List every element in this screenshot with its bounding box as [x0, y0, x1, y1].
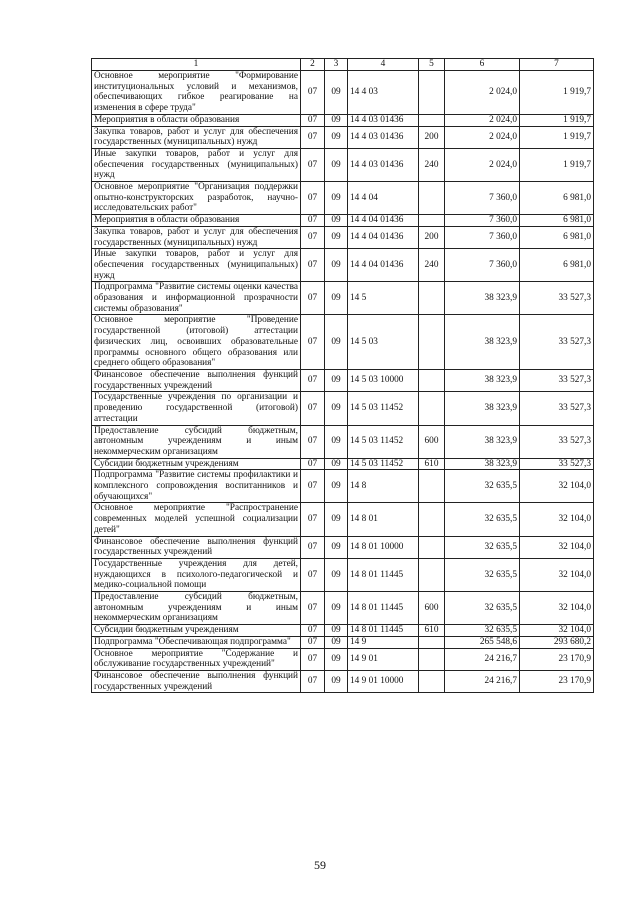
row-subsection-cell: 09	[325, 282, 348, 315]
row-section-cell: 07	[301, 369, 325, 391]
header-col-6: 6	[445, 59, 520, 71]
row-subsection-cell: 09	[325, 226, 348, 248]
row-amount-2-cell: 6 981,0	[520, 182, 594, 215]
row-target-article-cell: 14 8 01 11445	[348, 625, 419, 637]
row-subsection-cell: 09	[325, 249, 348, 282]
row-amount-2-cell: 32 104,0	[520, 558, 594, 591]
header-col-2: 2	[301, 59, 325, 71]
row-target-article-cell: 14 8 01 11445	[348, 592, 419, 625]
row-subsection-cell: 09	[325, 670, 348, 692]
row-subsection-cell: 09	[325, 503, 348, 536]
row-target-article-cell: 14 9 01	[348, 648, 419, 670]
table-row	[92, 670, 594, 692]
row-subsection-cell: 09	[325, 126, 348, 148]
row-amount-2-cell: 6 981,0	[520, 226, 594, 248]
row-amount-1-cell: 2 024,0	[445, 148, 520, 181]
table-row	[92, 215, 594, 227]
row-section-cell: 07	[301, 636, 325, 648]
table-row	[92, 249, 594, 282]
row-amount-2-cell: 1 919,7	[520, 148, 594, 181]
row-subsection-cell: 09	[325, 425, 348, 458]
row-amount-1-cell: 7 360,0	[445, 215, 520, 227]
row-target-article-cell: 14 4 04 01436	[348, 249, 419, 282]
row-name-cell: Государственные учреждения для детей, нуждающихся в психолого-педагогической и медико-социальной помощи	[92, 558, 301, 591]
row-name-cell: Субсидии бюджетным учреждениям	[92, 458, 301, 470]
row-section-cell: 07	[301, 71, 325, 115]
row-section-cell: 07	[301, 182, 325, 215]
row-expense-type-cell: 240	[419, 249, 445, 282]
row-name-cell: Мероприятия в области образования	[92, 114, 301, 126]
table-row	[92, 425, 594, 458]
row-expense-type-cell	[419, 648, 445, 670]
row-expense-type-cell	[419, 182, 445, 215]
row-section-cell: 07	[301, 425, 325, 458]
table-row	[92, 648, 594, 670]
row-name-cell: Подпрограмма "Развитие системы оценки качества образования и информационной прозрачности системы образования"	[92, 282, 301, 315]
header-col-3: 3	[325, 59, 348, 71]
row-amount-1-cell: 2 024,0	[445, 71, 520, 115]
row-amount-2-cell: 32 104,0	[520, 503, 594, 536]
row-section-cell: 07	[301, 215, 325, 227]
table-row	[92, 503, 594, 536]
row-amount-2-cell: 23 170,9	[520, 670, 594, 692]
row-amount-2-cell: 32 104,0	[520, 592, 594, 625]
table-row	[92, 71, 594, 115]
table-row	[92, 636, 594, 648]
table-row	[92, 625, 594, 637]
table-row	[92, 126, 594, 148]
row-section-cell: 07	[301, 392, 325, 425]
row-target-article-cell: 14 8	[348, 470, 419, 503]
row-amount-2-cell: 33 527,3	[520, 369, 594, 391]
table-row	[92, 148, 594, 181]
row-subsection-cell: 09	[325, 369, 348, 391]
row-subsection-cell: 09	[325, 636, 348, 648]
table-row	[92, 369, 594, 391]
row-amount-2-cell: 32 104,0	[520, 536, 594, 558]
row-amount-2-cell: 33 527,3	[520, 392, 594, 425]
row-section-cell: 07	[301, 648, 325, 670]
table-row	[92, 226, 594, 248]
row-expense-type-cell: 200	[419, 126, 445, 148]
row-subsection-cell: 09	[325, 148, 348, 181]
table-row	[92, 114, 594, 126]
row-name-cell: Субсидии бюджетным учреждениям	[92, 625, 301, 637]
row-target-article-cell: 14 5 03 11452	[348, 392, 419, 425]
table-row	[92, 282, 594, 315]
row-amount-1-cell: 7 360,0	[445, 182, 520, 215]
row-amount-1-cell: 38 323,9	[445, 315, 520, 370]
table-row	[92, 182, 594, 215]
row-target-article-cell: 14 4 04 01436	[348, 226, 419, 248]
row-name-cell: Основное мероприятие "Содержание и обслуживание государственных учреждений"	[92, 648, 301, 670]
row-expense-type-cell	[419, 392, 445, 425]
row-name-cell: Иные закупки товаров, работ и услуг для обеспечения государственных (муниципальных) нужд	[92, 249, 301, 282]
row-section-cell: 07	[301, 126, 325, 148]
row-amount-2-cell: 1 919,7	[520, 71, 594, 115]
table-row	[92, 315, 594, 370]
row-amount-2-cell: 1 919,7	[520, 114, 594, 126]
row-expense-type-cell	[419, 503, 445, 536]
row-subsection-cell: 09	[325, 71, 348, 115]
row-amount-1-cell: 265 548,6	[445, 636, 520, 648]
table-row	[92, 458, 594, 470]
row-section-cell: 07	[301, 592, 325, 625]
row-amount-1-cell: 38 323,9	[445, 369, 520, 391]
row-expense-type-cell	[419, 114, 445, 126]
row-section-cell: 07	[301, 226, 325, 248]
row-amount-2-cell: 33 527,3	[520, 425, 594, 458]
row-amount-2-cell: 1 919,7	[520, 126, 594, 148]
budget-table	[91, 58, 594, 693]
row-expense-type-cell: 600	[419, 592, 445, 625]
row-amount-2-cell: 33 527,3	[520, 315, 594, 370]
row-name-cell: Мероприятия в области образования	[92, 215, 301, 227]
row-target-article-cell: 14 4 04	[348, 182, 419, 215]
row-amount-2-cell: 293 680,2	[520, 636, 594, 648]
row-amount-2-cell: 32 104,0	[520, 625, 594, 637]
row-name-cell: Финансовое обеспечение выполнения функций государственных учреждений	[92, 369, 301, 391]
row-expense-type-cell: 600	[419, 425, 445, 458]
header-col-4: 4	[348, 59, 419, 71]
row-subsection-cell: 09	[325, 392, 348, 425]
row-amount-1-cell: 38 323,9	[445, 458, 520, 470]
row-section-cell: 07	[301, 670, 325, 692]
row-name-cell: Основное мероприятие "Формирование институциональных условий и механизмов, обеспечивающих гибкое реагирование на изменения в сфере труда"	[92, 71, 301, 115]
row-expense-type-cell	[419, 282, 445, 315]
page-number: 59	[314, 858, 326, 872]
row-expense-type-cell	[419, 558, 445, 591]
row-amount-1-cell: 7 360,0	[445, 226, 520, 248]
row-expense-type-cell: 240	[419, 148, 445, 181]
table-body	[92, 71, 594, 693]
row-subsection-cell: 09	[325, 458, 348, 470]
row-name-cell: Финансовое обеспечение выполнения функций государственных учреждений	[92, 536, 301, 558]
row-subsection-cell: 09	[325, 536, 348, 558]
row-target-article-cell: 14 8 01	[348, 503, 419, 536]
row-amount-1-cell: 32 635,5	[445, 503, 520, 536]
row-expense-type-cell	[419, 369, 445, 391]
row-target-article-cell: 14 5 03 10000	[348, 369, 419, 391]
header-col-1: 1	[92, 59, 301, 71]
row-target-article-cell: 14 8 01 11445	[348, 558, 419, 591]
row-amount-1-cell: 2 024,0	[445, 126, 520, 148]
row-target-article-cell: 14 5 03	[348, 315, 419, 370]
row-section-cell: 07	[301, 249, 325, 282]
row-amount-1-cell: 2 024,0	[445, 114, 520, 126]
table-row	[92, 536, 594, 558]
row-amount-1-cell: 24 216,7	[445, 670, 520, 692]
row-amount-1-cell: 32 635,5	[445, 470, 520, 503]
row-target-article-cell: 14 4 03	[348, 71, 419, 115]
row-target-article-cell: 14 5 03 11452	[348, 458, 419, 470]
row-amount-2-cell: 23 170,9	[520, 648, 594, 670]
header-col-7: 7	[520, 59, 594, 71]
row-name-cell: Предоставление субсидий бюджетным, автономным учреждениям и иным некоммерческим организациям	[92, 592, 301, 625]
row-name-cell: Закупка товаров, работ и услуг для обеспечения государственных (муниципальных) нужд	[92, 126, 301, 148]
row-subsection-cell: 09	[325, 592, 348, 625]
row-expense-type-cell: 200	[419, 226, 445, 248]
row-section-cell: 07	[301, 470, 325, 503]
header-row	[92, 59, 594, 71]
row-name-cell: Иные закупки товаров, работ и услуг для обеспечения государственных (муниципальных) нужд	[92, 148, 301, 181]
row-amount-2-cell: 32 104,0	[520, 470, 594, 503]
row-name-cell: Закупка товаров, работ и услуг для обеспечения государственных (муниципальных) нужд	[92, 226, 301, 248]
row-amount-1-cell: 38 323,9	[445, 282, 520, 315]
row-subsection-cell: 09	[325, 558, 348, 591]
row-section-cell: 07	[301, 536, 325, 558]
row-section-cell: 07	[301, 558, 325, 591]
row-section-cell: 07	[301, 625, 325, 637]
row-name-cell: Подпрограмма "Обеспечивающая подпрограмма"	[92, 636, 301, 648]
row-expense-type-cell	[419, 71, 445, 115]
row-subsection-cell: 09	[325, 215, 348, 227]
row-target-article-cell: 14 9	[348, 636, 419, 648]
row-target-article-cell: 14 5 03 11452	[348, 425, 419, 458]
row-expense-type-cell	[419, 536, 445, 558]
row-section-cell: 07	[301, 315, 325, 370]
table-row	[92, 392, 594, 425]
row-amount-1-cell: 7 360,0	[445, 249, 520, 282]
row-expense-type-cell	[419, 670, 445, 692]
row-amount-2-cell: 6 981,0	[520, 215, 594, 227]
row-expense-type-cell	[419, 315, 445, 370]
row-section-cell: 07	[301, 114, 325, 126]
row-amount-2-cell: 33 527,3	[520, 282, 594, 315]
row-section-cell: 07	[301, 148, 325, 181]
row-subsection-cell: 09	[325, 470, 348, 503]
row-name-cell: Финансовое обеспечение выполнения функций государственных учреждений	[92, 670, 301, 692]
row-name-cell: Подпрограмма "Развитие системы профилактики и комплексного сопровождения воспитанников и обучающихся"	[92, 470, 301, 503]
row-subsection-cell: 09	[325, 625, 348, 637]
row-name-cell: Государственные учреждения по организации и проведению государственной (итоговой) аттестации	[92, 392, 301, 425]
table-row	[92, 470, 594, 503]
row-name-cell: Предоставление субсидий бюджетным, автономным учреждениям и иным некоммерческим организациям	[92, 425, 301, 458]
row-amount-1-cell: 38 323,9	[445, 425, 520, 458]
row-section-cell: 07	[301, 503, 325, 536]
row-amount-1-cell: 32 635,5	[445, 558, 520, 591]
row-amount-1-cell: 38 323,9	[445, 392, 520, 425]
row-expense-type-cell: 610	[419, 458, 445, 470]
row-name-cell: Основное мероприятие "Проведение государственной (итоговой) аттестации физических лиц, освоивших образовательные программы основного общего образования или среднего общего образования"	[92, 315, 301, 370]
row-target-article-cell: 14 8 01 10000	[348, 536, 419, 558]
row-target-article-cell: 14 4 03 01436	[348, 148, 419, 181]
row-subsection-cell: 09	[325, 648, 348, 670]
row-target-article-cell: 14 4 03 01436	[348, 114, 419, 126]
row-section-cell: 07	[301, 282, 325, 315]
row-section-cell: 07	[301, 458, 325, 470]
row-subsection-cell: 09	[325, 315, 348, 370]
row-amount-2-cell: 33 527,3	[520, 458, 594, 470]
row-amount-1-cell: 32 635,5	[445, 625, 520, 637]
row-subsection-cell: 09	[325, 114, 348, 126]
row-target-article-cell: 14 5	[348, 282, 419, 315]
table-row	[92, 592, 594, 625]
row-expense-type-cell	[419, 636, 445, 648]
row-subsection-cell: 09	[325, 182, 348, 215]
row-name-cell: Основное мероприятие "Организация поддержки опытно-конструкторских разработок, научно-исследовательских работ"	[92, 182, 301, 215]
row-amount-1-cell: 24 216,7	[445, 648, 520, 670]
header-col-5: 5	[419, 59, 445, 71]
row-expense-type-cell	[419, 215, 445, 227]
row-amount-2-cell: 6 981,0	[520, 249, 594, 282]
row-target-article-cell: 14 4 04 01436	[348, 215, 419, 227]
row-expense-type-cell	[419, 470, 445, 503]
row-name-cell: Основное мероприятие "Распространение современных моделей успешной социализации детей"	[92, 503, 301, 536]
row-amount-1-cell: 32 635,5	[445, 536, 520, 558]
row-target-article-cell: 14 9 01 10000	[348, 670, 419, 692]
row-target-article-cell: 14 4 03 01436	[348, 126, 419, 148]
table-row	[92, 558, 594, 591]
row-expense-type-cell: 610	[419, 625, 445, 637]
row-amount-1-cell: 32 635,5	[445, 592, 520, 625]
table-header	[92, 59, 594, 71]
